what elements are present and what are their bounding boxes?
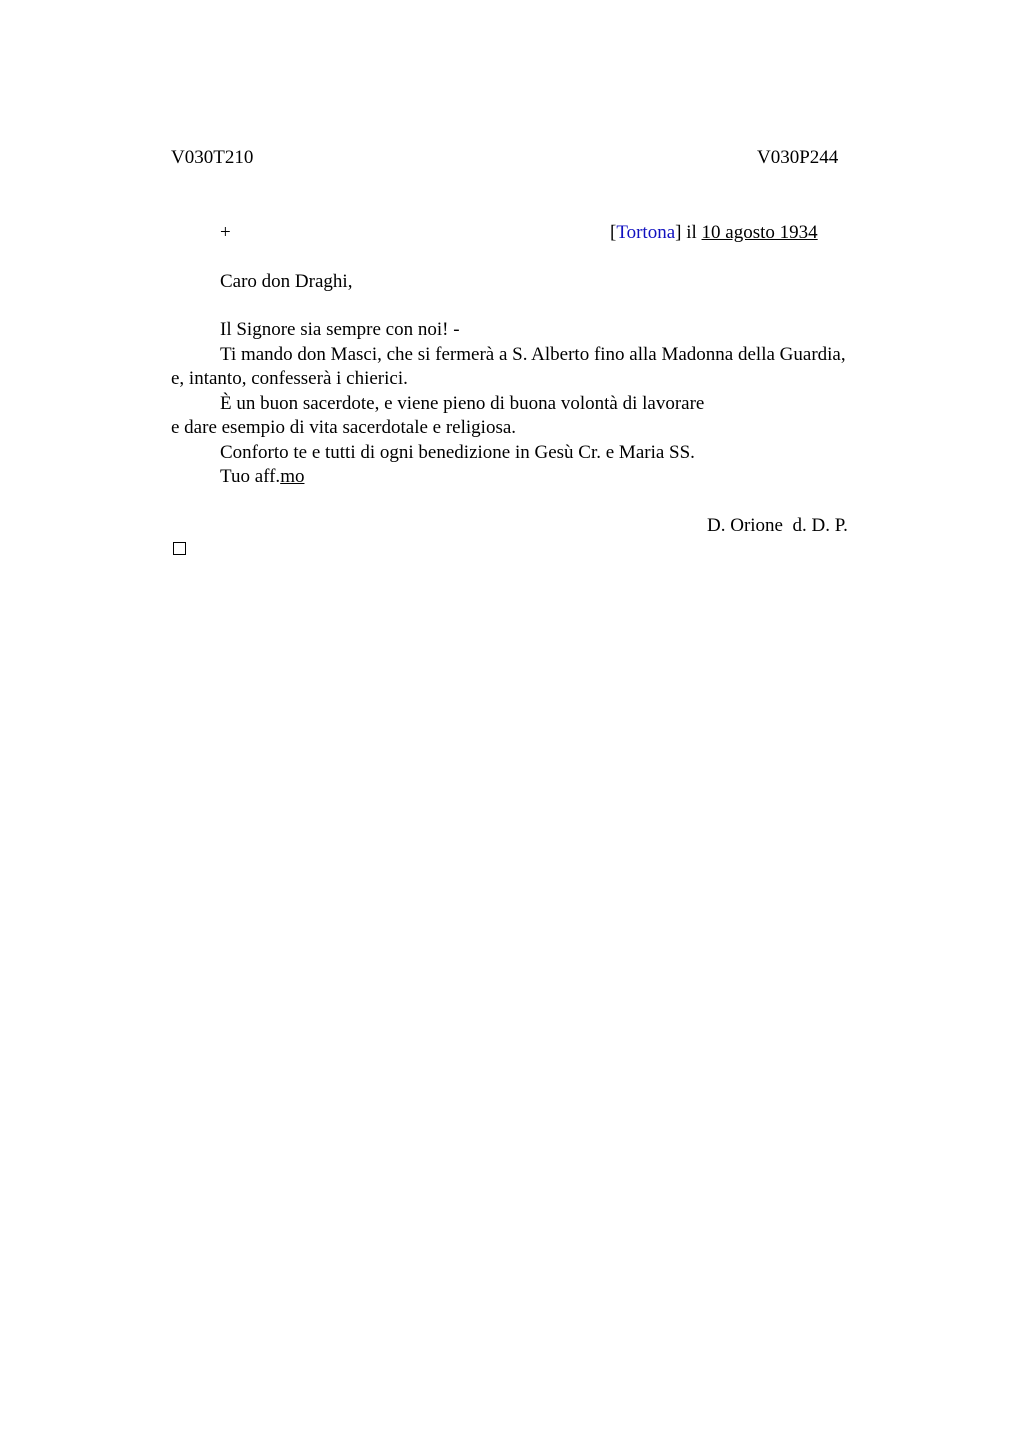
salutation: Caro don Draghi, [220, 271, 353, 292]
body-line-5: e dare esempio di vita sacerdotale e religiosa. [171, 417, 517, 438]
document-code-left: V030T210 [171, 147, 254, 168]
closing [220, 465, 304, 489]
place-date-line [610, 221, 818, 245]
letter-date: 10 agosto 1934 [701, 222, 818, 243]
end-marker-icon [173, 542, 186, 555]
closing-prefix: Tuo aff. [220, 466, 281, 487]
place-name: Tortona [616, 222, 676, 243]
body-line-6: Conforto te e tutti di ogni benedizione in Gesù Cr. e Maria SS. [220, 442, 695, 463]
date-prefix: il [686, 222, 697, 243]
closing-suffix: mo [280, 466, 305, 487]
bracket-close: ] [675, 222, 682, 243]
body-line-4: È un buon sacerdote, e viene pieno di buona volontà di lavorare [220, 393, 705, 414]
document-code-right: V030P244 [757, 147, 839, 168]
cross-symbol: + [220, 222, 231, 243]
body-line-2: Ti mando don Masci, che si fermerà a S. Alberto fino alla Madonna della Guardia, [220, 344, 846, 365]
signature: D. Orione d. D. P. [707, 515, 848, 536]
body-line-3: e, intanto, confesserà i chierici. [171, 368, 408, 389]
body-line-1: Il Signore sia sempre con noi! - [220, 319, 460, 340]
bracket-open: [ [610, 222, 617, 243]
